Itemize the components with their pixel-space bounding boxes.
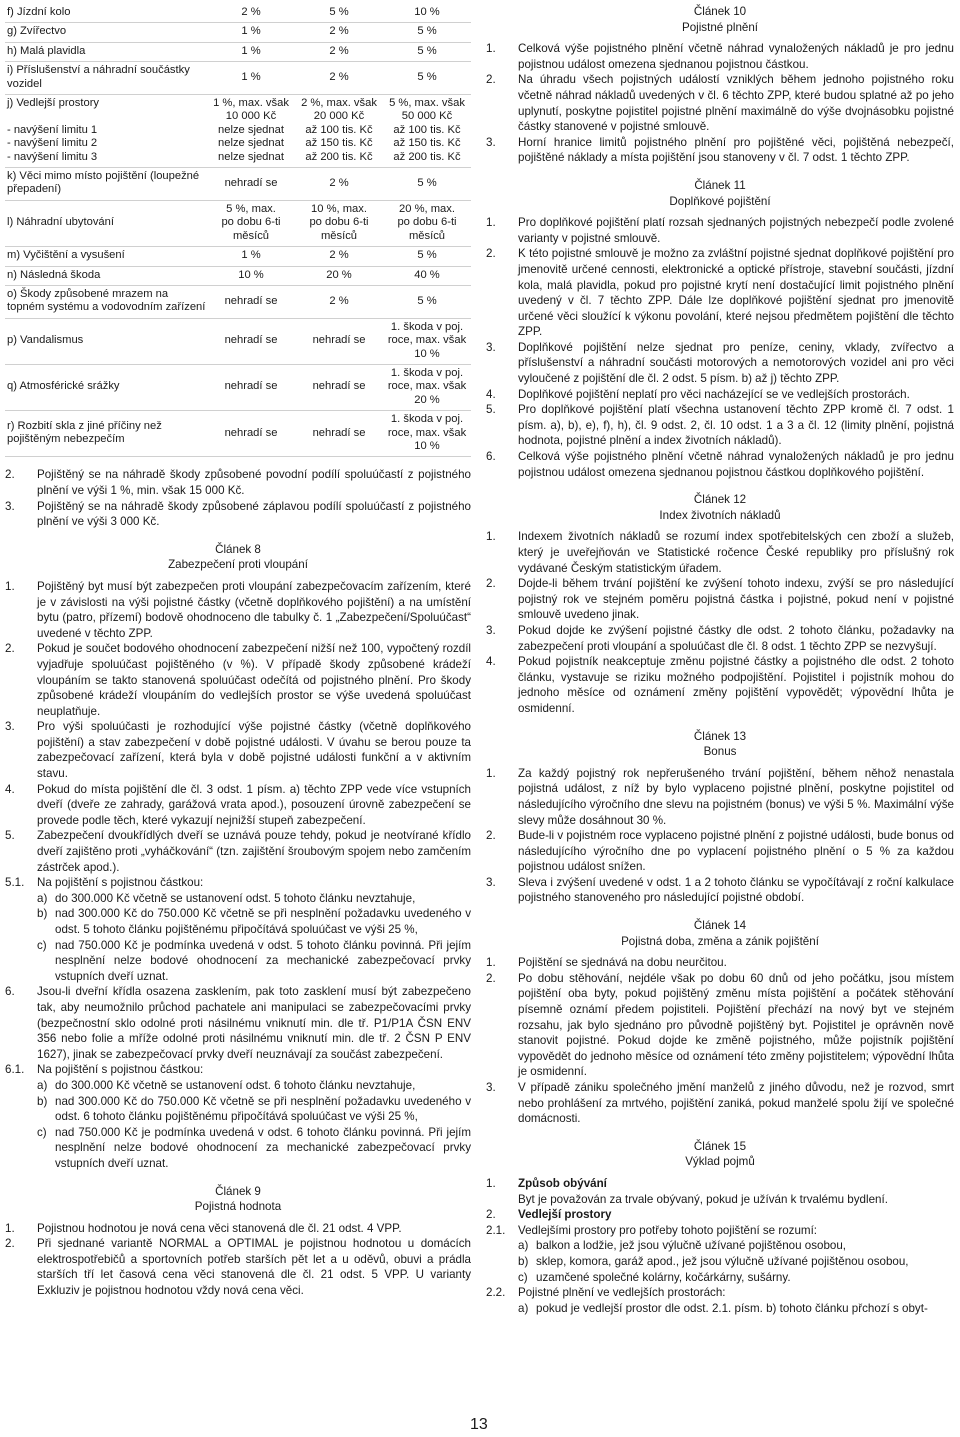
paragraph: do 300.000 Kč včetně se ustanovení odst. 6 tohoto článku nevztahuje, [55,1078,416,1092]
article-heading [486,492,954,523]
paragraph: Pokud je součet bodového ohodnocení zabezpečení nižší než 100, vypočtený rozdíl vyjadřuje spoluúčast pojištěného (v %). V případě škody způsobené krádeží vloupáním se takto stanovená spoluúčast odečítá od pojistného plnění. Pro škody způsobené krádeží vloupáním do vedlejších prostor se výše uvedená spoluúčast neuplatňuje. [37,642,471,718]
cell: 5 % [383,62,471,95]
paragraph: Dojde-li během trvání pojištění ke zvýšení tohoto indexu, zvýší se pro následující pojistný rok ve stejném poměru pojistná částka i pojistné, pokud není v pojistné smlouvě uvedeno jinak. [518,577,954,622]
paragraph: nad 750.000 Kč je podmínka uvedená v odst. 5 tohoto článku povinná. Při jejím nesplnění nelze bodové ohodnocení za mechanické zabezpečovací prvky vstupních dveří uznat. [55,938,471,983]
sub-item: b) nad 300.000 Kč do 750.000 Kč včetně se při nesplnění požadavku uvedeného v odst. 5 tohoto článku pojištěnému připočítává spoluúčast ve výši 25 %, [37,907,471,936]
cell-line: 20 % [414,393,440,406]
paragraph: balkon a lodžie, jež jsou výlučně užívané pojištěnou osobou, [536,1239,847,1253]
row-label: k) Věci mimo místo pojištění (loupežné přepadení) [5,168,207,201]
cell: 5 % [383,168,471,201]
cell: nehradí se [295,318,383,364]
list-item: 5. Pro doplňkové pojištění platí všechna ustanovení těchto ZPP kromě čl. 7 odst. 1 písm. a), b), e), f), h), čl. 9 odst. 2, čl. 10 odst. 1 a 3 a čl. 12 (limity plnění, pojistná hodnota, pojistné plnění a index životních nákladů). [486,403,954,448]
list-item: 2.1. Vedlejšími prostory pro potřeby tohoto pojištění se rozumí: [486,1223,818,1237]
article-title: Článek 13 [693,729,747,743]
cell [383,411,471,457]
cell-line: až 150 tis. Kč [393,137,461,150]
cell [207,200,295,246]
cell-line: 50 000 Kč [401,110,453,123]
paragraph: Doplňkové pojištění neplatí pro věci nacházející se ve vedlejších prostorách. [518,387,910,401]
article-7-tail [5,467,471,529]
paragraph: Pokud do místa pojištění dle čl. 3 odst. 1 písm. a) těchto ZPP vede více vstupních dveří (dveře ze zahrady, garážová vrata apod.), posouzení úrovně zabezpečení se provede podle těch, které vykazují nejnižší stupeň zabezpečení. [37,782,471,827]
paragraph: Celková výše pojistného plnění včetně náhrad vynaložených nákladů je pro jednu pojistnou událost omezena sjednanou pojistnou částkou. [518,42,954,71]
cell: 5 % [383,285,471,318]
cell: 20 % [295,266,383,285]
paragraph: Na pojištění s pojistnou částkou: [37,1063,204,1077]
row-label: r) Rozbití skla z jiné příčiny než pojištěným nebezpečím [5,411,207,457]
list-item: 2. Pokud je součet bodového ohodnocení zabezpečení nižší než 100, vypočtený rozdíl vyjadřuje spoluúčast pojištěného (v %). V případě škody způsobené krádeží vloupáním se takto stanovená spoluúčast odečítá od pojistného plnění. Pro škody způsobené krádeží vloupáním do vedlejších prostor se výše uvedená spoluúčast neuplatňuje. [5,642,471,718]
table-row [5,62,471,95]
paragraph: nad 300.000 Kč do 750.000 Kč včetně se při nesplnění požadavku uvedeného v odst. 5 tohoto článku pojištěnému připočítává spoluúčast ve výši 25 %, [55,907,471,936]
row-label-line: - navýšení limitu 1 [7,123,98,136]
cell: 2 % [295,62,383,95]
sub-item: a) pokud je vedlejší prostor dle odst. 2.1. písm. b) tohoto článku přchozí s obyt- [518,1301,928,1315]
article-15 [486,1176,954,1316]
article-subtitle: Pojistná doba, změna a zánik pojištění [621,934,819,948]
list-item: 3. Horní hranice limitů pojistného plnění pro pojištěné věci, pojištěná nebezpečí, pojištěné náklady a místa pojištění jsou stanoveny v čl. 7 odst. 1 těchto ZPP. [486,135,954,165]
list-item: 5.1. Na pojištění s pojistnou částkou: [5,876,204,890]
article-title: Článek 12 [693,493,747,507]
cell: 2 % [295,23,383,42]
row-label: l) Náhradní ubytování [5,200,207,246]
cell [383,364,471,410]
list-item: 2. Dojde-li během trvání pojištění ke zvýšení tohoto indexu, zvýší se pro následující pojistný rok ve stejném poměru pojistná částka i pojistné, pokud není v pojistné smlouvě uvedeno jinak. [486,577,954,622]
cell-line: měsíců [408,229,446,242]
paragraph: Bude-li v pojistném roce vyplaceno pojistné plnění z pojistné události, bude bonus od následujícího výročního dne po vyplacení pojistného plnění o 5 % za každou pojistnou událost snížen. [518,829,954,874]
paragraph: Za každý pojistný rok nepřerušeného trvání pojištění, během něhož nenastala pojistná událost, z níž by bylo vyplaceno pojistné plnění, poskytne pojistitel od následujícího výročního dne slevu na pojistném (bonus) ve výši 5 %. Maximální výše slevy může dosáhnout 30 %. [518,766,954,827]
list-item: 2. Vedlejší prostory [486,1208,612,1222]
cell: nehradí se [295,364,383,410]
list-item: 1. Celková výše pojistného plnění včetně náhrad vynaložených nákladů je pro jednu pojistnou událost omezena sjednanou pojistnou částkou. [486,42,954,71]
cell [295,200,383,246]
article-8 [5,579,471,1172]
cell [383,95,471,168]
article-heading [486,918,954,949]
article-heading [486,4,954,35]
list-item: 6.1. Na pojištění s pojistnou částkou: [5,1063,204,1077]
cell: nehradí se [207,168,295,201]
article-subtitle: Index životních nákladů [659,508,781,522]
paragraph: pokud je vedlejší prostor dle odst. 2.1. písm. b) tohoto článku přchozí s obyt- [536,1301,928,1315]
paragraph: Vedlejšími prostory pro potřeby tohoto pojištění se rozumí: [518,1223,818,1237]
cell: 1 % [207,247,295,266]
list-item: 4. Pokud do místa pojištění dle čl. 3 odst. 1 písm. a) těchto ZPP vede více vstupních dveří (dveře ze zahrady, garážová vrata apod.), posouzení úrovně zabezpečení se provede podle těch, které vykazují nejnižší stupeň zabezpečení. [5,782,471,827]
table-row [5,266,471,285]
paragraph: Po dobu stěhování, nejdéle však po dobu 60 dnů od jeho počátku, jsou místem pojištění oba byty, pokud pojištěný změnu místa pojištění a počátek stěhování písemně oznámí předem pojistiteli. Pojištění přechází na nový byt ve stejném rozsahu, jak bylo sjednáno pro původně pojištěný byt. Pojistitel je oprávněn nově stanovit pojistné. Pokud dojde ke změně pojistného, může pojistník pojištění vypovědět do jednoho měsíce od oznámení této změny pojistitelem; výpovědní lhůta je osmidenní. [518,971,954,1079]
list-item: 1. Způsob obývání [486,1176,607,1190]
article-subtitle: Výklad pojmů [685,1155,755,1169]
table-row [5,318,471,364]
list-item: 1. Indexem životních nákladů se rozumí index spotřebitelských cen zboží a služeb, který je uveřejňován ve Statistické ročence České republiky pro příslušný rok vydávané Českým statistickým úřadem. [486,530,954,575]
list-item: 2. Na úhradu všech pojistných událostí vzniklých během jednoho pojistného roku včetně náhrad nákladů uvedených v čl. 6 těchto ZPP, které budou splatné až po jeho uplynutí, poskytne pojistitel pojistné plnění maximálně do výše dvojnásobku pojistné částky stanovené v pojistné smlouvě. [486,73,954,134]
cell: nehradí se [207,285,295,318]
paragraph: nad 300.000 Kč do 750.000 Kč včetně se při nesplnění požadavku uvedeného v odst. 6 tohoto článku pojištěnému připočítává spoluúčast ve výši 25 %, [55,1094,471,1124]
article-9 [5,1221,471,1299]
list-item: 3. V případě zániku společného jmění manželů z jiného důvodu, než je rozvod, smrt nebo prohlášení za mrtvého, pojištění zaniká, pokud manželé spolu žijí ve společné domácnosti. [486,1081,954,1126]
article-title: Článek 9 [215,1184,261,1198]
list-item: 3. Pokud dojde ke zvýšení pojistné částky dle odst. 2 tohoto článku, požadavky na zabezpečení proti vloupání a spoluúčast dle čl. 8 odst. 1 těchto ZPP se nezvyšují. [486,623,954,653]
paragraph: K této pojistné smlouvě je možno za zvláštní pojistné sjednat doplňkové pojištění pro jmenovitě určené cennosti, elektronické a optické přístroje, stavební součásti, jízdní kola, malá plavidla, pokud pro pojistné krytí není dostačující limit pojistného plnění uvedený v čl. 7 těchto ZPP. Dále lze doplňkové pojištění sjednat pro jmenovitě určené věci sloužící k výkonu povolání, které nejsou předmětem pojištění dle těchto ZPP. [518,247,954,339]
cell: 1 % [207,23,295,42]
sub-item: a) do 300.000 Kč včetně se ustanovení odst. 5 tohoto článku nevztahuje, [37,891,416,905]
list-item: 1. Pojištění se sjednává na dobu neurčitou. [486,956,727,970]
article-subtitle: Pojistné plnění [681,20,759,34]
cell [295,95,383,168]
paragraph: Celková výše pojistného plnění včetně náhrad vynaložených nákladů je pro jednu pojistnou událost omezena sjednanou pojistnou částkou doplňkového pojištění. [518,450,954,479]
table-row [5,23,471,42]
paragraph: Jsou-li dveřní křídla osazena zasklením, pak toto zasklení musí být zabezpečeno tak, aby neumožnilo průchod pachatele ani manipulaci se zabezpečovacími prvky (bezpečnostní sklo odolné proti násilnému vniknutí min. dle tř. P1/P1A ČSN ENV 356 nebo folie a mříže odolné proti násilnému vniknutí min. dle tř. 2 ČSN P ENV 1627), jinak se zabezpečovací prvky dveří neuznávají za součást zabezpečení. [37,985,471,1061]
article-heading [486,178,954,209]
list-item: 5. Zabezpečení dvoukřídlých dveří se uznává pouze tehdy, pokud je neotvírané křídlo dveří zajištěno proti „vyháčkování“ (tzn. zajištění šroubovým spojem nebo zamčením zástrček apod.). [5,829,471,874]
table-row [5,95,471,168]
row-label-line: - navýšení limitu 3 [7,150,98,163]
row-label: p) Vandalismus [5,318,207,364]
paragraph: Zabezpečení dvoukřídlých dveří se uznává pouze tehdy, pokud je neotvírané křídlo dveří zajištěno proti „vyháčkování“ (tzn. zajištění šroubovým spojem nebo zamčením zástrček apod.). [37,829,471,874]
row-label: o) Škody způsobené mrazem na topném systému a vodovodním zařízení [5,285,207,318]
cell-line: nelze sjednat [218,150,284,163]
table-row [5,168,471,201]
article-heading [5,542,471,573]
table-row [5,4,471,23]
cell: 5 % [383,23,471,42]
cell-line: 5 %, max. však [389,97,465,110]
cell-line: roce, max. však [387,380,467,393]
cell: 2 % [295,42,383,61]
paragraph: Sleva i zvýšení uvedené v odst. 1 a 2 tohoto článku se vypočítávají z roční kalkulace pojistného stanoveného pro následující pojistné období. [518,875,954,905]
cell-line: roce, max. však [387,426,467,439]
paragraph: Pro doplňkové pojištění platí rozsah sjednaných pojistných nebezpečí podle zvolené varianty v pojistné smlouvě. [518,216,954,245]
cell-line: 10 %, max. [311,202,367,215]
paragraph: Pojištěný byt musí být zabezpečen proti vloupání zabezpečovacím zařízením, které je v závislosti na výši pojistné částky (včetně doplňkového pojištění) a na umístění bytu (patro, přízemí) bodově ohodnoceno dle tabulky č. 1 „Zabezpečení/Spoluúčast“ uvedené v těchto ZPP. [37,579,471,640]
list-item: 2. Při sjednané variantě NORMAL a OPTIMAL je pojistnou hodnotou u domácích elektrospotřebičů a sportovních potřeb starších pět let a u oděvů, obuvi a prádla starších tří let časová cena věci stanovená dle čl. 21 odst. 5 VPP. U varianty Exkluziv je pojistnou hodnotou vždy nová cena věci. [5,1237,471,1298]
cell-line: až 100 tis. Kč [305,123,373,136]
row-label: n) Následná škoda [5,266,207,285]
article-subtitle: Zabezpečení proti vloupání [168,558,308,572]
article-subtitle: Bonus [703,745,737,759]
paragraph: Pokud pojistník neakceptuje změnu pojistné částky a pojistného dle odst. 2 tohoto článku, vystavuje se riziku možného podpojištění. Pojistitel i pojistník mohou do jednoho měsíce od oznámení změny pojištění vypovědět; výpovědní lhůta je osmidenní. [518,655,954,715]
row-label [5,95,207,168]
cell-line: 1. škoda v poj. [390,413,464,426]
list-item: 4. Pokud pojistník neakceptuje změnu pojistné částky a pojistného dle odst. 2 tohoto článku, vystavuje se riziku možného podpojištění. Pojistitel i pojistník mohou do jednoho měsíce od oznámení změny pojištění vypovědět; výpovědní lhůta je osmidenní. [486,655,954,715]
cell: 5 % [295,4,383,23]
cell-line: 10 % [414,439,440,452]
article-heading [486,729,954,760]
page-number: 13 [470,1416,488,1433]
cell-line: měsíců [320,229,358,242]
cell: 10 % [207,266,295,285]
list-item: 4. Doplňkové pojištění neplatí pro věci nacházející se ve vedlejších prostorách. [486,387,910,401]
paragraph: Při sjednané variantě NORMAL a OPTIMAL je pojistnou hodnotou u domácích elektrospotřebičů a sportovních potřeb starších pět let a u oděvů, obuvi a prádla starších tří let časová cena věci stanovená dle čl. 21 odst. 5 VPP. U varianty Exkluziv je pojistnou hodnotou vždy nová cena věci. [37,1237,471,1298]
paragraph: Pojistnou hodnotou je nová cena věci stanovená dle čl. 21 odst. 4 VPP. [37,1221,402,1235]
cell-line: 1 %, max. však [213,97,289,110]
paragraph: do 300.000 Kč včetně se ustanovení odst. 5 tohoto článku nevztahuje, [55,891,416,905]
row-label: m) Vyčištění a vysušení [5,247,207,266]
cell-line: až 150 tis. Kč [305,137,373,150]
term-heading: Způsob obývání [518,1176,607,1190]
list-item: 3. Pojištěný se na náhradě škody způsobené záplavou podílí spoluúčastí z pojistného plnění ve výši 3 000 Kč. [5,499,471,529]
list-item: 3. Doplňkové pojištění nelze sjednat pro peníze, ceniny, vklady, zvířectvo a příslušenství a náhradní součásti motorových a nemotorových vozidel ani pro věci vyloučené z pojištění dle čl. 2 odst. 5 písm. b) až j) těchto ZPP. [486,340,954,386]
article-13 [486,766,954,906]
list-item: 2.2. Pojistné plnění ve vedlejších prostorách: [486,1286,726,1300]
paragraph: Byt je považován za trvale obývaný, pokud je užíván k trvalému bydlení. [518,1192,888,1206]
cell: nehradí se [207,364,295,410]
list-item: 2. K této pojistné smlouvě je možno za zvláštní pojistné sjednat doplňkové pojištění pro jmenovitě určené cennosti, elektronické a optické přístroje, stavební součásti, jízdní kola, malá plavidla, pokud pro pojistné krytí není dostačující limit pojistného plnění uvedený v čl. 7 těchto ZPP. Dále lze doplňkové pojištění sjednat pro jmenovitě určené věci sloužící k výkonu povolání, které nejsou předmětem pojištění dle těchto ZPP. [486,247,954,339]
cell-line: 20 %, max. [399,202,455,215]
list-item: 1. Pojištěný byt musí být zabezpečen proti vloupání zabezpečovacím zařízením, které je v závislosti na výši pojistné částky (včetně doplňkového pojištění) a na umístění bytu (patro, přízemí) bodově ohodnoceno dle tabulky č. 1 „Zabezpečení/Spoluúčast“ uvedené v těchto ZPP. [5,579,471,640]
list-item: 2. Bude-li v pojistném roce vyplaceno pojistné plnění z pojistné události, bude bonus od následujícího výročního dne po vyplacení pojistného plnění o 5 % za každou pojistnou událost snížen. [486,829,954,874]
table-row [5,247,471,266]
list-item: 1. Pro doplňkové pojištění platí rozsah sjednaných pojistných nebezpečí podle zvolené varianty v pojistné smlouvě. [486,216,954,245]
cell-line: až 100 tis. Kč [393,123,461,136]
cell-line: nelze sjednat [218,123,284,136]
article-title: Článek 15 [693,1139,747,1153]
paragraph: Horní hranice limitů pojistného plnění pro pojištěné věci, pojištěná nebezpečí, pojištěné náklady a místa pojištění jsou stanoveny v čl. 7 odst. 1 těchto ZPP. [518,135,954,165]
sub-item: a) balkon a lodžie, jež jsou výlučně užívané pojištěnou osobou, [518,1239,847,1253]
article-12 [486,529,954,716]
cell-line: 1. škoda v poj. [390,320,464,333]
cell-line: 1. škoda v poj. [390,366,464,379]
sub-item: c) nad 750.000 Kč je podmínka uvedená v odst. 6 tohoto článku povinná. Při jejím nesplnění nelze bodové ohodnocení za mechanické zabezpečovací prvky vstupních dveří uznat. [37,1125,471,1170]
cell: 5 % [383,247,471,266]
article-title: Článek 11 [694,178,746,192]
term-heading: Vedlejší prostory [518,1208,612,1222]
paragraph: nad 750.000 Kč je podmínka uvedená v odst. 6 tohoto článku povinná. Při jejím nesplnění nelze bodové ohodnocení za mechanické zabezpečovací prvky vstupních dveří uznat. [55,1125,471,1170]
cell-line: až 200 tis. Kč [393,150,461,163]
list-item: 6. Celková výše pojistného plnění včetně náhrad vynaložených nákladů je pro jednu pojistnou událost omezena sjednanou pojistnou částkou doplňkového pojištění. [486,450,954,479]
cell: nehradí se [207,318,295,364]
row-label-line: j) Vedlejší prostory [7,97,100,110]
paragraph: Pojištění se sjednává na dobu neurčitou. [518,956,727,970]
cell: 5 % [383,42,471,61]
article-10 [486,41,954,166]
cell-line: po dobu 6-ti [309,216,369,229]
paragraph: Indexem životních nákladů se rozumí index spotřebitelských cen zboží a služeb, který je uveřejňován ve Statistické ročence České republiky pro příslušný rok vydávané Českým statistickým úřadem. [518,530,954,575]
cell-line: po dobu 6-ti [397,216,457,229]
article-title: Článek 14 [693,919,747,933]
table-row [5,285,471,318]
article-11 [486,215,954,480]
cell-line: po dobu 6-ti [221,216,281,229]
list-item: 6. Jsou-li dveřní křídla osazena zasklením, pak toto zasklení musí být zabezpečeno tak, aby neumožnilo průchod pachatele ani manipulaci se zabezpečovacími prvky (bezpečnostní sklo odolné proti násilnému vniknutí min. dle tř. P1/P1A ČSN ENV 356 nebo folie a mříže odolné proti násilnému vniknutí min. dle tř. 2 ČSN P ENV 1627), jinak se zabezpečovací prvky dveří neuznávají za součást zabezpečení. [5,985,471,1061]
cell: nehradí se [295,411,383,457]
list-item: 2. Po dobu stěhování, nejdéle však po dobu 60 dnů od jeho počátku, jsou místem pojištění oba byty, pokud pojištěný změnu místa pojištění a počátek stěhování písemně oznámí předem pojistiteli. Pojištění přechází na nový byt ve stejném rozsahu, jak bylo sjednáno pro původně pojištěný byt. Pojistitel je oprávněn nově stanovit pojistné. Pokud dojde ke změně pojistného, může pojistník pojištění vypovědět do jednoho měsíce od oznámení této změny pojistitelem; výpovědní lhůta je osmidenní. [486,971,954,1079]
sub-item: b) nad 300.000 Kč do 750.000 Kč včetně se při nesplnění požadavku uvedeného v odst. 6 tohoto článku pojištěnému připočítává spoluúčast ve výši 25 %, [37,1094,471,1124]
left-column [5,4,471,1299]
sub-item: c) uzamčené společné kolárny, kočárkárny, sušárny. [518,1270,791,1284]
paragraph: Pro doplňkové pojištění platí všechna ustanovení těchto ZPP kromě čl. 7 odst. 1 písm. a), b), e), f), h), čl. 9 odst. 2, čl. 10 odst. 1 a 3 a čl. 12 (limity plnění, pojistná hodnota, pojistné plnění a index životních nákladů). [518,403,954,448]
article-14 [486,955,954,1127]
cell: 1 % [207,62,295,95]
cell-line: 5 %, max. [226,202,276,215]
cell-line: 10 000 Kč [225,110,277,123]
cell: nehradí se [207,411,295,457]
paragraph: Na úhradu všech pojistných událostí vzniklých během jednoho pojistného roku včetně náhrad nákladů uvedených v čl. 6 těchto ZPP, které budou splatné až po jeho uplynutí, poskytne pojistitel pojistné plnění maximálně do výše dvojnásobku pojistné částky stanovené v pojistné smlouvě. [518,73,954,134]
row-label: f) Jízdní kolo [5,4,207,23]
cell: 2 % [207,4,295,23]
sub-item: c) nad 750.000 Kč je podmínka uvedená v odst. 5 tohoto článku povinná. Při jejím nesplnění nelze bodové ohodnocení za mechanické zabezpečovací prvky vstupních dveří uznat. [37,938,471,983]
cell: 2 % [295,285,383,318]
paragraph: sklep, komora, garáž apod., jež jsou výlučně užívané pojištěnou osobou, [536,1254,909,1268]
row-label: h) Malá plavidla [5,42,207,61]
paragraph: Pojištěný se na náhradě škody způsobené záplavou podílí spoluúčastí z pojistného plnění ve výši 3 000 Kč. [37,499,471,529]
list-item: 3. Pro výši spoluúčasti je rozhodující výše pojistné částky (včetně doplňkového pojištění) a stav zabezpečení v době pojistné události. V úvahu se berou pouze ta zabezpečovací zařízení, která byla v době pojistné události funkční a v aktivním stavu. [5,720,471,781]
paragraph: Pro výši spoluúčasti je rozhodující výše pojistné částky (včetně doplňkového pojištění) a stav zabezpečení v době pojistné události. V úvahu se berou pouze ta zabezpečovací zařízení, která byla v době pojistné události funkční a v aktivním stavu. [37,720,471,781]
row-label: g) Zvířectvo [5,23,207,42]
list-item: 1. Pojistnou hodnotou je nová cena věci stanovená dle čl. 21 odst. 4 VPP. [5,1221,402,1235]
paragraph: V případě zániku společného jmění manželů z jiného důvodu, než je rozvod, smrt nebo prohlášení za mrtvého, pojištění zaniká, pokud manželé spolu žijí ve společné domácnosti. [518,1081,954,1126]
row-label-line [7,110,207,123]
cell-line: 10 % [414,347,440,360]
cell [383,200,471,246]
sub-item: b) sklep, komora, garáž apod., jež jsou výlučně užívané pojištěnou osobou, [518,1254,909,1268]
cell-line: roce, max. však [387,334,467,347]
cell: 10 % [383,4,471,23]
sub-item: a) do 300.000 Kč včetně se ustanovení odst. 6 tohoto článku nevztahuje, [37,1078,416,1092]
paragraph: uzamčené společné kolárny, kočárkárny, sušárny. [536,1270,791,1284]
list-item: 2. Pojištěný se na náhradě škody způsobené povodní podílí spoluúčastí z pojistného plnění ve výši 1 %, min. však 15 000 Kč. [5,468,471,497]
row-label: i) Příslušenství a náhradní součástky vozidel [5,62,207,95]
cell-line: nelze sjednat [218,137,284,150]
cell-line: 20 000 Kč [313,110,365,123]
cell: 2 % [295,168,383,201]
paragraph: Pokud dojde ke zvýšení pojistné částky dle odst. 2 tohoto článku, požadavky na zabezpečení proti vloupání a spoluúčast dle čl. 8 odst. 1 těchto ZPP se nezvyšují. [518,623,954,653]
cell-line: měsíců [232,229,270,242]
cell [207,95,295,168]
cell: 2 % [295,247,383,266]
article-heading [486,1139,954,1170]
list-item: 1. Za každý pojistný rok nepřerušeného trvání pojištění, během něhož nenastala pojistná událost, z níž by bylo vyplaceno pojistné plnění, poskytne pojistitel od následujícího výročního dne slevu na pojistném (bonus) ve výši 5 %. Maximální výše slevy může dosáhnout 30 %. [486,766,954,827]
cell: 40 % [383,266,471,285]
limits-table [5,4,471,457]
article-subtitle: Pojistná hodnota [194,1200,282,1214]
list-item [486,1192,954,1208]
paragraph: Pojistné plnění ve vedlejších prostorách: [518,1286,726,1300]
list-item: 3. Sleva i zvýšení uvedené v odst. 1 a 2 tohoto článku se vypočítávají z roční kalkulace pojistného stanoveného pro následující pojistné období. [486,875,954,905]
article-title: Článek 10 [693,5,747,18]
right-column [486,4,954,1316]
row-label: q) Atmosférické srážky [5,364,207,410]
cell-line: 2 %, max. však [301,97,377,110]
table-row [5,364,471,410]
article-subtitle: Doplňkové pojištění [669,194,771,208]
table-row [5,200,471,246]
paragraph: Na pojištění s pojistnou částkou: [37,876,204,890]
article-heading [5,1184,471,1215]
cell [383,318,471,364]
cell: 1 % [207,42,295,61]
article-title: Článek 8 [215,542,261,556]
paragraph: Pojištěný se na náhradě škody způsobené povodní podílí spoluúčastí z pojistného plnění ve výši 1 %, min. však 15 000 Kč. [37,468,471,497]
table-row [5,42,471,61]
row-label-line: - navýšení limitu 2 [7,137,98,150]
cell-line: až 200 tis. Kč [305,150,373,163]
table-row [5,411,471,457]
paragraph: Doplňkové pojištění nelze sjednat pro peníze, ceniny, vklady, zvířectvo a příslušenství a náhradní součásti motorových a nemotorových vozidel ani pro věci vyloučené z pojištění dle čl. 2 odst. 5 písm. b) až j) těchto ZPP. [518,340,954,386]
